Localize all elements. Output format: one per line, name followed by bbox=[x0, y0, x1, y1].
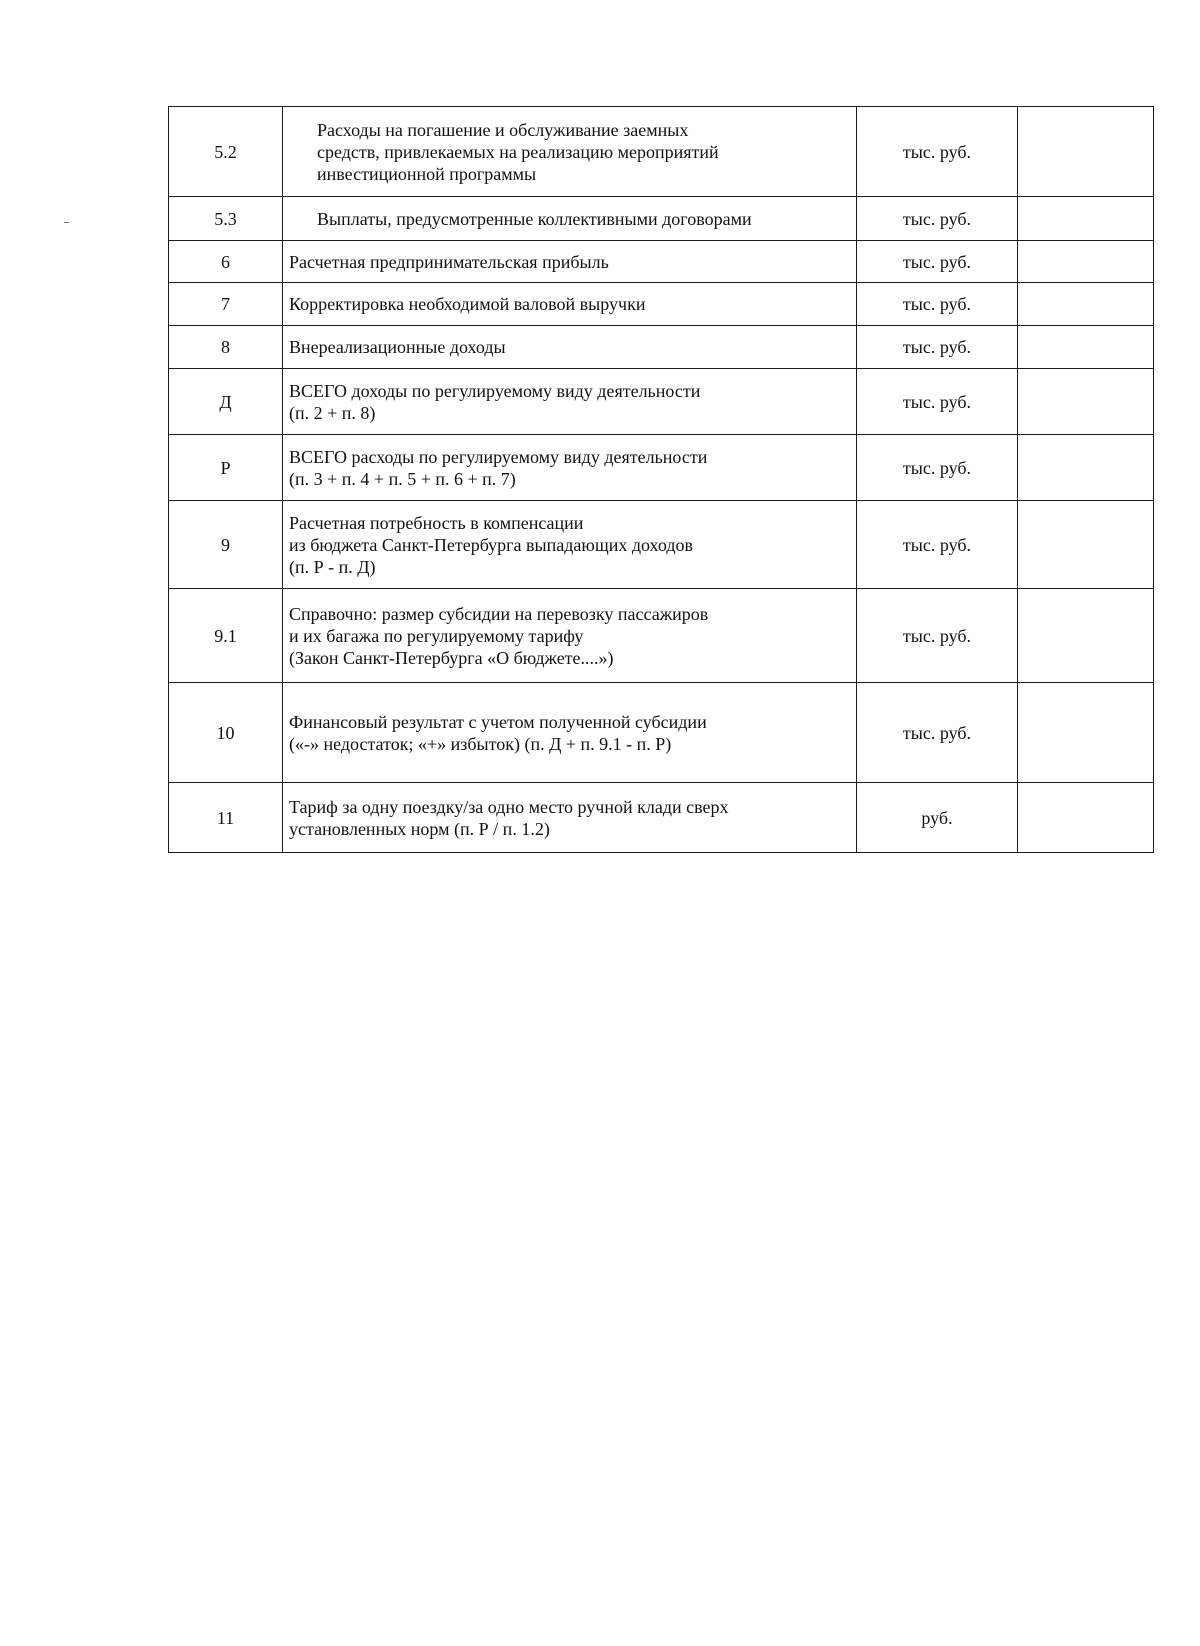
row-description bbox=[283, 241, 857, 283]
row-description bbox=[283, 107, 857, 197]
description-line: (п. 2 + п. 8) bbox=[289, 402, 376, 423]
row-unit: тыс. руб. bbox=[857, 369, 1018, 435]
description-line: (п. 3 + п. 4 + п. 5 + п. 6 + п. 7) bbox=[289, 468, 516, 489]
row-unit: тыс. руб. bbox=[857, 107, 1018, 197]
description-line: ВСЕГО доходы по регулируемому виду деятельности bbox=[289, 380, 701, 401]
table-row bbox=[169, 589, 1154, 683]
description-line: и их багажа по регулируемому тарифу bbox=[289, 625, 584, 646]
description-line: Выплаты, предусмотренные коллективными договорами bbox=[317, 208, 752, 229]
description-line: инвестиционной программы bbox=[317, 163, 537, 184]
description-line: средств, привлекаемых на реализацию мероприятий bbox=[317, 141, 719, 162]
row-unit: тыс. руб. bbox=[857, 283, 1018, 326]
description-line: из бюджета Санкт-Петербурга выпадающих доходов bbox=[289, 534, 694, 555]
row-description bbox=[283, 369, 857, 435]
row-description bbox=[283, 283, 857, 326]
row-number: 7 bbox=[169, 283, 283, 326]
row-number: 9.1 bbox=[169, 589, 283, 683]
row-unit: руб. bbox=[857, 783, 1018, 853]
row-description bbox=[283, 783, 857, 853]
table-row bbox=[169, 283, 1154, 326]
row-value bbox=[1018, 107, 1154, 197]
description-line: ВСЕГО расходы по регулируемому виду деятельности bbox=[289, 446, 708, 467]
description-line: Внереализационные доходы bbox=[289, 337, 506, 357]
description-line: Финансовый результат с учетом полученной субсидии bbox=[289, 711, 707, 732]
description-line: Расчетная предпринимательская прибыль bbox=[289, 251, 609, 272]
scan-speck bbox=[64, 222, 69, 223]
row-unit: тыс. руб. bbox=[857, 589, 1018, 683]
table-row bbox=[169, 197, 1154, 241]
table-row bbox=[169, 107, 1154, 197]
description-line: Расходы на погашение и обслуживание заемных bbox=[317, 119, 689, 140]
table-row bbox=[169, 501, 1154, 589]
description-line: (п. Р - п. Д) bbox=[289, 556, 376, 577]
row-unit: тыс. руб. bbox=[857, 197, 1018, 241]
row-value bbox=[1018, 241, 1154, 283]
row-unit: тыс. руб. bbox=[857, 326, 1018, 369]
row-number: 5.2 bbox=[169, 107, 283, 197]
table-row bbox=[169, 783, 1154, 853]
description-line: (Закон Санкт-Петербурга «О бюджете....») bbox=[289, 647, 614, 668]
row-description bbox=[283, 197, 857, 241]
indicators-table bbox=[168, 106, 1154, 853]
row-description bbox=[283, 501, 857, 589]
row-description bbox=[283, 683, 857, 783]
row-value bbox=[1018, 589, 1154, 683]
row-description bbox=[283, 589, 857, 683]
row-number: 6 bbox=[169, 241, 283, 283]
row-number: Р bbox=[169, 435, 283, 501]
row-value bbox=[1018, 783, 1154, 853]
row-value bbox=[1018, 326, 1154, 369]
row-description bbox=[283, 435, 857, 501]
description-line: («-» недостаток; «+» избыток) (п. Д + п. 9.1 - п. Р) bbox=[289, 733, 672, 754]
table-row bbox=[169, 683, 1154, 783]
description-line: Корректировка необходимой валовой выручки bbox=[289, 294, 646, 314]
table-row bbox=[169, 326, 1154, 369]
row-value bbox=[1018, 283, 1154, 326]
row-number: Д bbox=[169, 369, 283, 435]
row-number: 5.3 bbox=[169, 197, 283, 241]
row-description bbox=[283, 326, 857, 369]
description-line: Справочно: размер субсидии на перевозку пассажиров bbox=[289, 603, 709, 624]
row-number: 10 bbox=[169, 683, 283, 783]
row-value bbox=[1018, 435, 1154, 501]
row-number: 8 bbox=[169, 326, 283, 369]
row-number: 9 bbox=[169, 501, 283, 589]
row-unit: тыс. руб. bbox=[857, 435, 1018, 501]
row-value bbox=[1018, 369, 1154, 435]
description-line: Расчетная потребность в компенсации bbox=[289, 512, 584, 533]
row-unit: тыс. руб. bbox=[857, 683, 1018, 783]
row-number: 11 bbox=[169, 783, 283, 853]
row-unit: тыс. руб. bbox=[857, 241, 1018, 283]
row-value bbox=[1018, 501, 1154, 589]
table-row bbox=[169, 241, 1154, 283]
row-unit: тыс. руб. bbox=[857, 501, 1018, 589]
description-line: Тариф за одну поездку/за одно место ручной клади сверх bbox=[289, 796, 729, 817]
row-value bbox=[1018, 197, 1154, 241]
row-value bbox=[1018, 683, 1154, 783]
table-row bbox=[169, 435, 1154, 501]
table-row bbox=[169, 369, 1154, 435]
description-line: установленных норм (п. Р / п. 1.2) bbox=[289, 818, 550, 839]
